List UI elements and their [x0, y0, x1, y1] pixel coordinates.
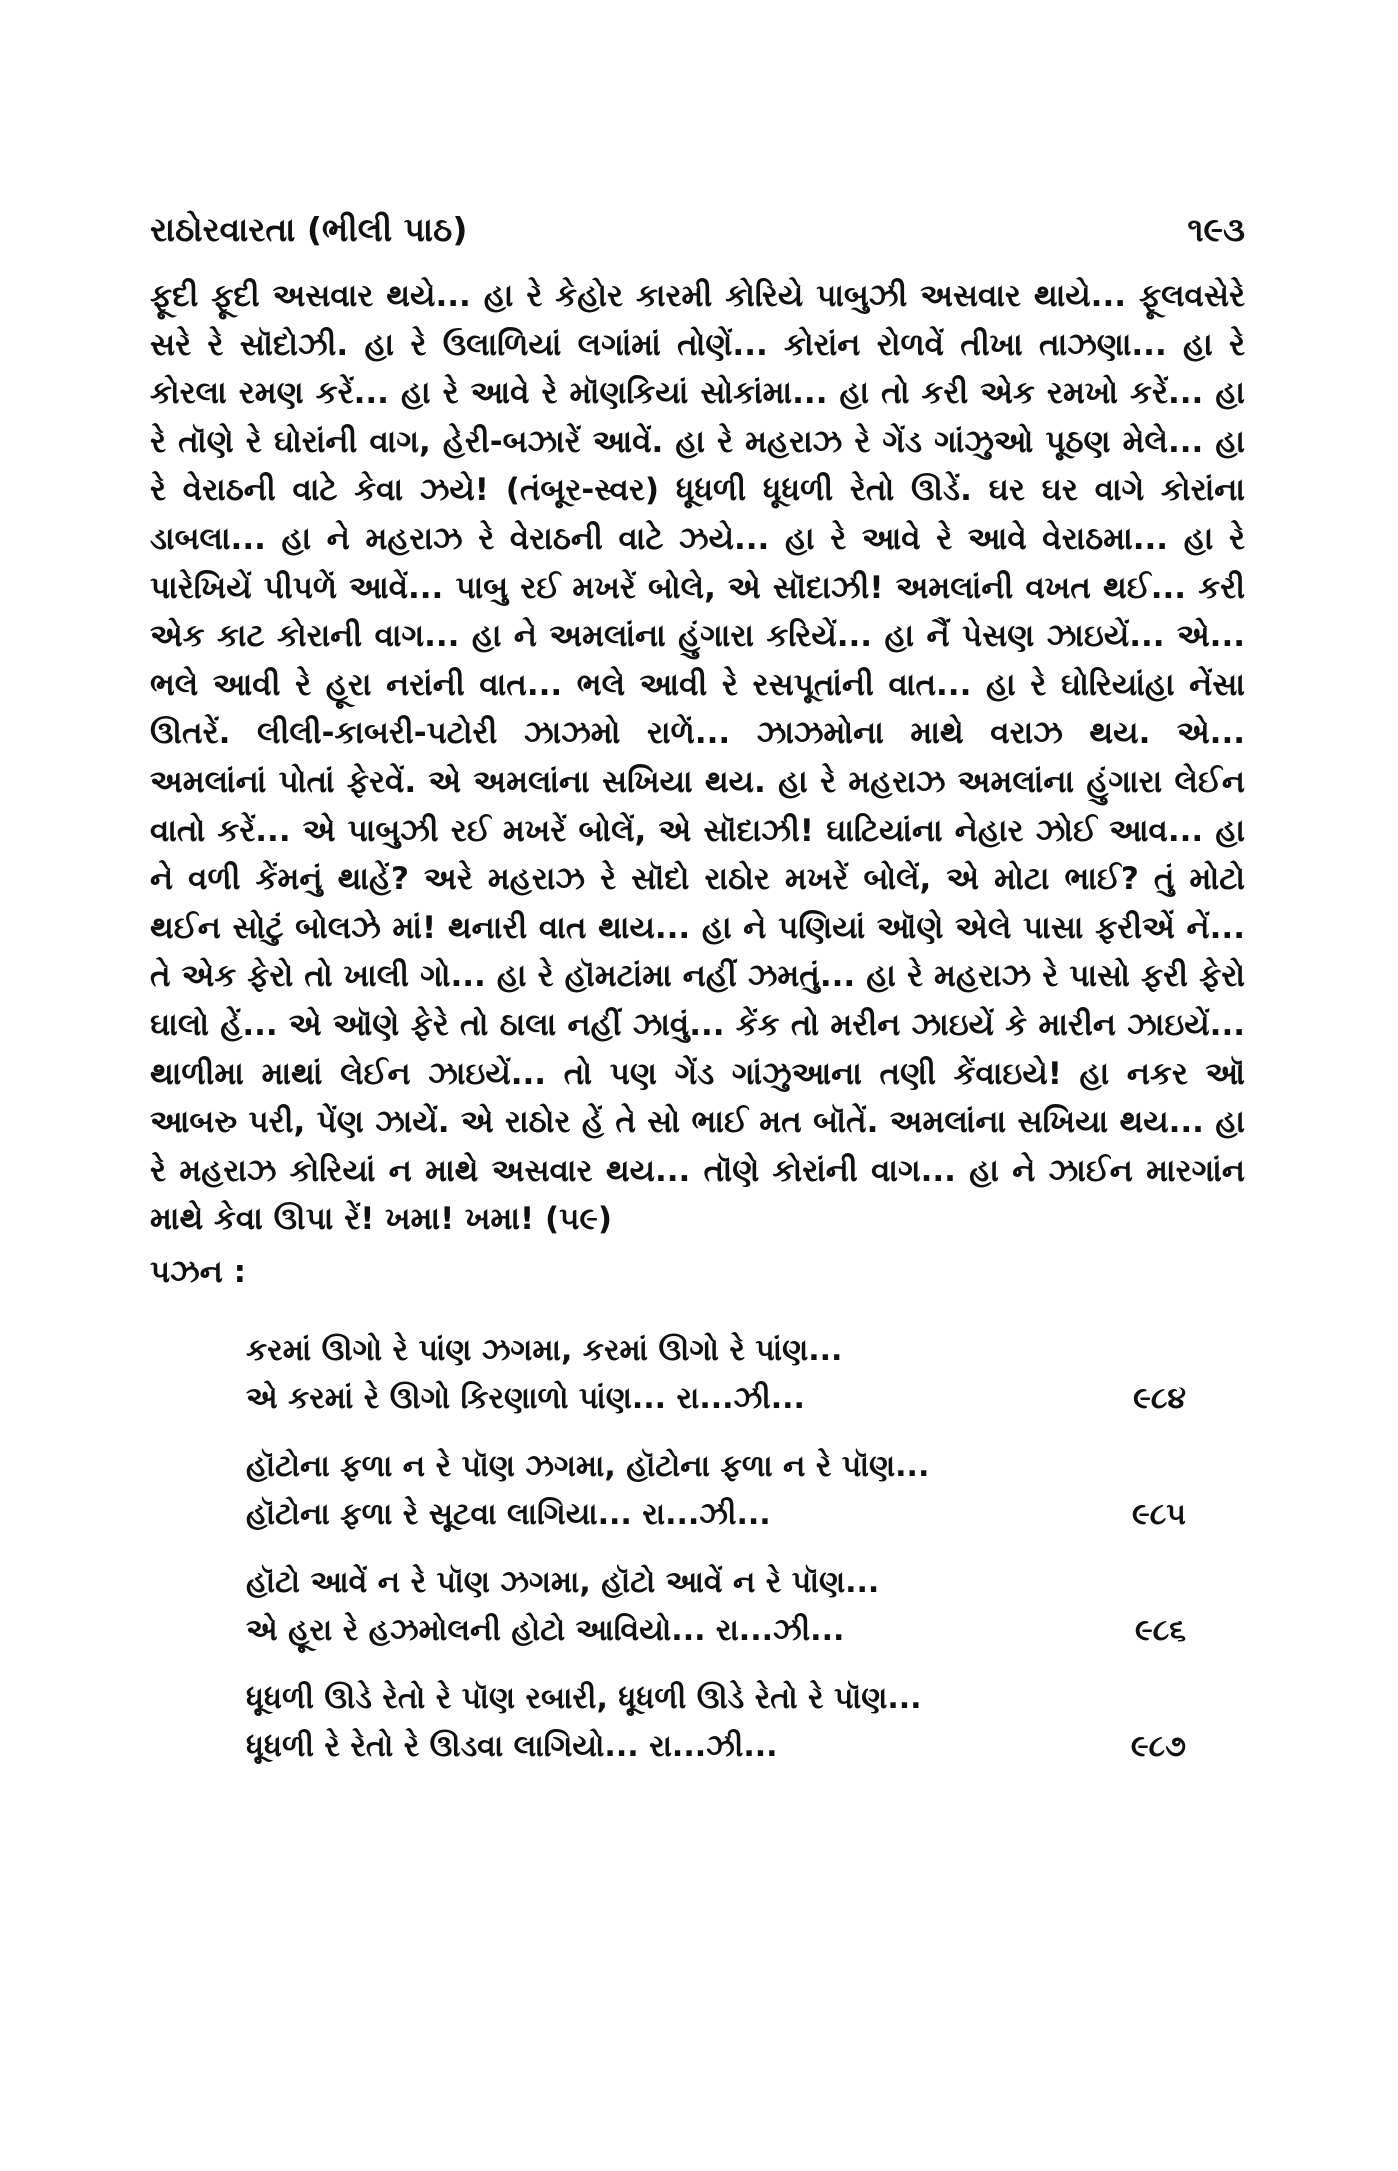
section-label: પઝન :	[150, 1253, 246, 1290]
verse-text: હૉટોના ફળા રે સૂટવા લાગિયા... રા...ઝી...	[246, 1496, 771, 1532]
verse-number: ૯૮૫	[1132, 1496, 1186, 1532]
prose-body	[150, 272, 1245, 1244]
verse-stanza	[246, 1675, 1245, 1771]
running-title: રાઠોરવારતા (ભીલી પાઠ)	[150, 210, 468, 249]
verse-text: હૉટો આવેં ન રે પૉણ ઝગમા, હૉટો આવેં ન રે પૉણ...	[246, 1564, 880, 1600]
verse-line	[246, 1607, 1186, 1655]
verse-number: ૯૮૭	[1130, 1728, 1186, 1764]
verse-number: ૯૮૪	[1133, 1380, 1186, 1416]
verse-text: કરમાં ઊગો રે પાંણ ઝગમા, કરમાં ઊગો રે પાંણ...	[246, 1332, 843, 1368]
verse-line	[246, 1443, 1186, 1491]
verse-line	[246, 1491, 1186, 1539]
prose-paragraph: ફૂદી ફૂદી અસવાર થયે... હા રે કેહોર કારમી કોરિયે પાબુઝી અસવાર થાયે... ફૂલવસેરે સરે રે સૉદોઝી. હા રે ઉલાળિયાં લગાંમાં તોણેં... કોરાંન રોળવેં તીખા તાઝણા... હા રે કોરલા રમણ કરેં... હા રે આવે રે મૉણકિયાં સોકાંમા... હા તો કરી એક રમખો કરેં... હા રે તૉણે રે ઘોરાંની વાગ, હેરી-બઝારેં આવેં. હા રે મહરાઝ રે ગેંડ ગાંઝુઓ પૂઠણ મેલે... હા રે વેરાઠની વાટે કેવા ઝયે! (તંબૂર-સ્વર) ધૂધળી ધૂધળી રેતો ઊડેં. ઘર ઘર વાગે કોરાંના ડાબલા... હા ને મહરાઝ રે વેરાઠની વાટે ઝયે... હા રે આવે રે આવે વેરાઠમા... હા રે પારેખિયેં પીપળેં આવેં... પાબુ રઈ મખરેં બોલે, એ સૉદાઝી! અમલાંની વખત થઈ... કરી એક કાટ કોરાની વાગ... હા ને અમલાંના હુંગારા કરિયેં... હા નૈં પેસણ ઝાઇયેં... એ... ભલે આવી રે હૂરા નરાંની વાત... ભલે આવી રે રસપૂતાંની વાત... હા રે ઘોરિયાંહા નેંસા ઊતરેં. લીલી-કાબરી-પટોરી ઝાઝમો રાળેં... ઝાઝમોના માથે વરાઝ થય. એ... અમલાંનાં પોતાં ફેરવેં. એ અમલાંના સખિયા થય. હા રે મહરાઝ અમલાંના હુંગારા લેઈન વાતો કરેં... એ પાબુઝી રઈ મખરેં બોલેં, એ સૉદાઝી! ઘાટિયાંના નેહાર ઝોઈ આવ... હા ને વળી કેંમનું થાહેં? અરે મહરાઝ રે સૉદો રાઠોર મખરેં બોલેં, એ મોટા ભાઈ? તું મોટો થઈન સોટું બોલઝે માં! થનારી વાત થાય... હા ને પણિયાં ઑણે એલે પાસા ફરીએં નેં... તે એક ફેરો તો ખાલી ગો... હા રે હૉમટાંમા નહીં ઝમતું... હા રે મહરાઝ રે પાસો ફરી ફેરો ઘાલો હેં... એ ઑણે ફેરે તો ઠાલા નહીં ઝાવું... કેંક તો મરીન ઝાઇયેં કે મારીન ઝાઇયેં... થાળીમા માથાં લેઈન ઝાઇયેં... તો પણ ગેંડ ગાંઝુઆના તણી કેંવાઇયે! હા નકર ઑ આબરુ પરી, પેંણ ઝાયેં. એ રાઠોર હેં તે સો ભાઈ મત બૉતેં. અમલાંના સખિયા થય... હા રે મહરાઝ કોરિયાં ન માથે અસવાર થય... તૉણે કોરાંની વાગ... હા ને ઝાઈન મારગાંન માથે કેવા ઊપા રેં! ખમા! ખમા! (૫૯)	[150, 278, 1245, 1238]
page-header	[150, 210, 1245, 250]
verse-text: ધૂધળી ઊડે રેતો રે પૉણ રબારી, ધૂધળી ઊડે રેતો રે પૉણ...	[246, 1680, 922, 1716]
verse-stanza	[246, 1559, 1245, 1655]
verse-line	[246, 1559, 1186, 1607]
verse-stanza	[246, 1443, 1245, 1539]
verse-line	[246, 1723, 1186, 1771]
verse-line	[246, 1327, 1186, 1375]
verse-text: એ કરમાં રે ઊગો કિરણાળો પાંણ... રા...ઝી...	[246, 1380, 805, 1416]
book-page	[150, 210, 1245, 1791]
verse-number: ૯૮૬	[1134, 1612, 1186, 1648]
verse-text: ધૂધળી રે રેતો રે ઊડવા લાગિયો... રા...ઝી...	[246, 1728, 778, 1764]
page-number: ૧૯૩	[1187, 210, 1245, 249]
verse-text: હૉટોના ફળા ન રે પૉણ ઝગમા, હૉટોના ફળા ન રે પૉણ...	[246, 1448, 930, 1484]
verse-line	[246, 1375, 1186, 1423]
verse-stanza	[246, 1327, 1245, 1423]
verse-text: એ હૂરા રે હઝમોલની હોટો આવિયો... રા...ઝી...	[246, 1612, 845, 1648]
verse-line	[246, 1675, 1186, 1723]
